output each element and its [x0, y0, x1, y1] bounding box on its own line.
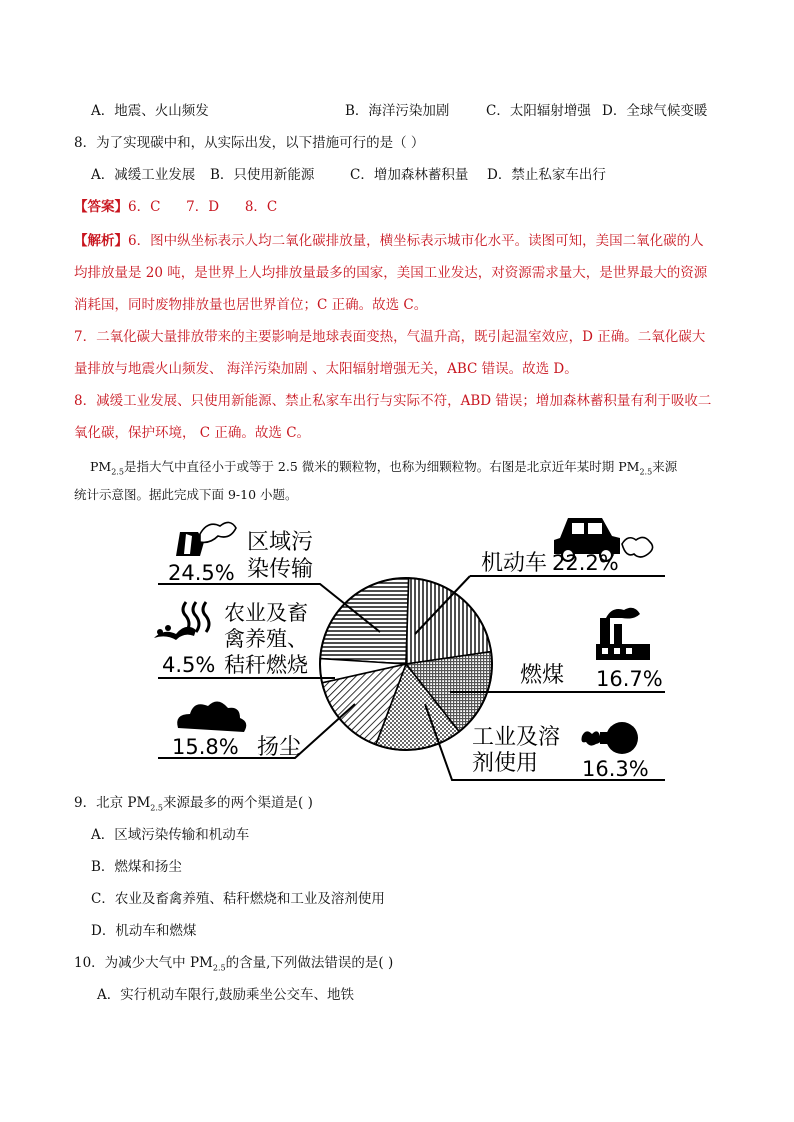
exhaust-bulb-icon [582, 722, 639, 754]
q9-stem-b: 来源最多的两个渠道是( ) [163, 795, 313, 811]
q9-stem-sub: 2.5 [150, 803, 164, 813]
q10-stem-sub: 2.5 [212, 963, 226, 973]
pie-slice-regional [320, 578, 409, 664]
smoke-plant-icon [154, 602, 209, 640]
label-vehicle: 机动车 [481, 551, 548, 576]
label-agri-l3: 秸秆燃烧 [224, 653, 308, 677]
analysis-p6-line2: 均排放量是 20 吨，是世界上人均排放量最多的国家，美国工业发达，对资源需求量大，是世界最大的资源 [74, 265, 708, 281]
q9-option-d: D．机动车和燃煤 [91, 923, 197, 939]
analysis-p6-text1: 6．图中纵坐标表示人均二氧化碳排放量，横坐标表示城市化水平。读图可知，美国二氧化碳的人 [128, 233, 704, 249]
q9-option-a: A．区域污染传输和机动车 [91, 827, 250, 843]
q10-stem-b: 的含量,下列做法错误的是( ) [225, 955, 394, 971]
analysis-p8-line2: 氧化碳，保护环境， C 正确。故选 C。 [74, 425, 311, 441]
q10-option-a: A．实行机动车限行,鼓励乘坐公交车、地铁 [97, 987, 355, 1003]
intro-text-b: 来源 [652, 459, 678, 474]
analysis-p7-line1: 7．二氧化碳大量排放带来的主要影响是地球表面变热，气温升高，既引起温室效应，D 正确。二氧化碳大 [74, 329, 706, 345]
q8-stem: 8．为了实现碳中和，从实际出发，以下措施可行的是（ ） [74, 135, 425, 151]
label-industry-l1: 工业及溶 [472, 725, 561, 750]
label-regional-l1: 区域污 [247, 530, 314, 555]
value-dust: 15.8% [172, 735, 239, 759]
q10-stem-a: 10．为减少大气中 PM [74, 955, 213, 971]
intro-pm-sub-b: 2.5 [639, 467, 653, 477]
intro-line2: 统计示意图。据此完成下面 9-10 小题。 [74, 487, 298, 502]
value-regional: 24.5% [168, 561, 235, 585]
label-agri-l1: 农业及畜 [224, 601, 308, 625]
q9-option-c: C．农业及畜禽养殖、秸秆燃烧和工业及溶剂使用 [91, 891, 385, 907]
analysis-p8-line1: 8．减缓工业发展、只使用新能源、禁止私家车出行与实际不符，ABD 错误；增加森林蓄积量有利于吸收二 [74, 393, 712, 409]
factory-pollution-icon [176, 522, 236, 556]
q7-option-d: D．全球气候变暖 [602, 103, 708, 119]
q8-option-a: A．减缓工业发展 [91, 167, 196, 183]
analysis-p6-line3: 消耗国，同时废物排放量也居世界首位；C 正确。故选 C。 [74, 297, 428, 313]
answer-tag: 【答案】 [74, 199, 128, 215]
intro-pm-a: PM [90, 459, 112, 474]
label-regional-l2: 染传输 [247, 557, 314, 582]
q8-option-d: D．禁止私家车出行 [487, 167, 606, 183]
q7-option-b: B．海洋污染加剧 [345, 103, 450, 119]
q9-stem-a: 9．北京 PM [74, 795, 151, 811]
label-dust: 扬尘 [257, 735, 302, 760]
label-agri-l2: 禽养殖、 [224, 627, 308, 651]
pm25-source-pie-chart [150, 514, 670, 786]
q7-option-a: A．地震、火山频发 [91, 103, 209, 119]
pie-slice-vehicle [406, 578, 491, 664]
label-coal: 燃煤 [520, 663, 565, 688]
q8-option-b: B．只使用新能源 [210, 167, 315, 183]
q7-option-c: C．太阳辐射增强 [486, 103, 591, 119]
analysis-tag: 【解析】 [74, 233, 128, 249]
value-vehicle: 22.2% [552, 551, 619, 575]
answer-line [74, 198, 277, 216]
dust-cloud-icon [177, 701, 246, 732]
q10-stem [74, 954, 393, 972]
value-industry: 16.3% [582, 757, 649, 781]
analysis-p7-line2: 量排放与地震火山频发、 海洋污染加剧 、太阳辐射增强无关，ABC 错误。故选 D。 [74, 361, 578, 377]
intro-pm-sub-a: 2.5 [111, 467, 124, 477]
q9-option-b: B．燃煤和扬尘 [91, 859, 182, 875]
intro-text-a: 是指大气中直径小于或等于 2.5 微米的颗粒物，也称为细颗粒物。右图是北京近年某时期 PM [123, 459, 640, 474]
value-agri: 4.5% [162, 653, 216, 677]
answer-text: 6．C 7．D 8．C [128, 199, 278, 215]
q9-stem [74, 794, 313, 812]
q8-option-c: C．增加森林蓄积量 [350, 167, 469, 183]
label-industry-l2: 剂使用 [472, 751, 539, 776]
intro-line1 [90, 458, 677, 476]
analysis-p6-line1 [74, 232, 704, 250]
power-plant-icon [596, 608, 650, 660]
value-coal: 16.7% [596, 667, 663, 691]
